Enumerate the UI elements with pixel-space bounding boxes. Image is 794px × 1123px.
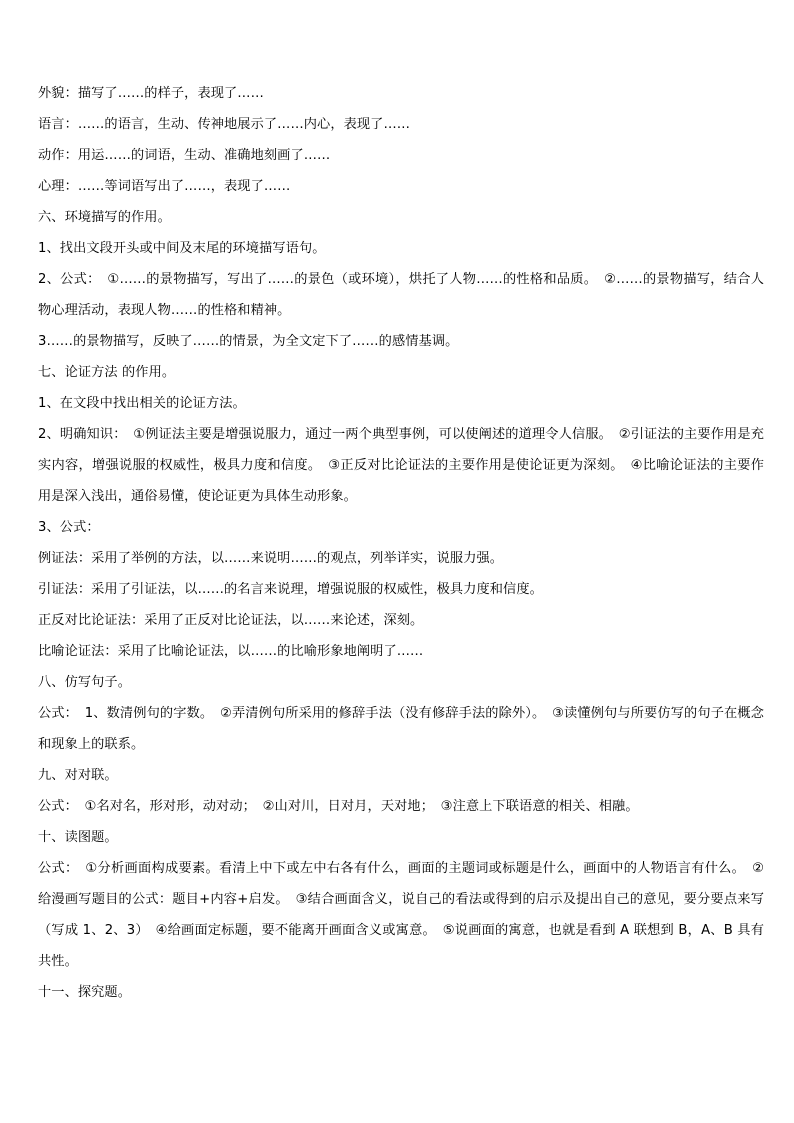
paragraph-10-formula: 公式： ①分析画面构成要素。看清上中下或左中右各有什么，画面的主题词或标题是什么，画面中的人物语言有什么。 ②给漫画写题目的公式：题目+内容+启发。 ③结合画面含义，说自己的看法或得到的启示及提出自己的意见，要分要点来写（写成 1、2、3） ④给画面定标题，要不能离开画面含义或寓意。 ⑤说画面的寓意，也就是看到 A 联想到 B，A、B 具有共性。 bbox=[38, 861, 764, 969]
document-body bbox=[38, 78, 764, 1008]
paragraph-7-1: 1、在文段中找出相关的论证方法。 bbox=[38, 396, 246, 411]
line-psychology: 心理：……等词语写出了……，表现了…… bbox=[38, 179, 291, 194]
section-heading-6: 六、环境描写的作用。 bbox=[38, 210, 171, 225]
paragraph-6-1: 1、找出文段开头或中间及末尾的环境描写语句。 bbox=[38, 241, 326, 256]
line-language: 语言：……的语言，生动、传神地展示了……内心，表现了…… bbox=[38, 117, 411, 132]
section-heading-7: 七、论证方法 的作用。 bbox=[38, 365, 176, 380]
paragraph-6-2: 2、公式： ①……的景物描写，写出了……的景色（或环境），烘托了人物……的性格和品质。 ②……的景物描写，结合人物心理活动，表现人物……的性格和精神。 bbox=[38, 272, 764, 318]
section-heading-10: 十、读图题。 bbox=[38, 830, 118, 845]
line-appearance: 外貌：描写了……的样子，表现了…… bbox=[38, 86, 264, 101]
section-heading-8: 八、仿写句子。 bbox=[38, 675, 132, 690]
line-contrast-method: 正反对比论证法：采用了正反对比论证法，以……来论述，深刻。 bbox=[38, 613, 424, 628]
paragraph-8-formula: 公式： 1、数清例句的字数。 ②弄清例句所采用的修辞手法（没有修辞手法的除外）。 ③读懂例句与所要仿写的句子在概念和现象上的联系。 bbox=[38, 706, 764, 752]
paragraph-7-2: 2、明确知识： ①例证法主要是增强说服力，通过一两个典型事例，可以使阐述的道理令人信服。 ②引证法的主要作用是充实内容，增强说服的权威性，极具力度和信度。 ③正反对比论证法的主要作用是使论证更为深刻。 ④比喻论证法的主要作用是深入浅出，通俗易懂，使论证更为具体生动形象。 bbox=[38, 427, 764, 504]
paragraph-9-formula: 公式： ①名对名，形对形，动对动； ②山对川，日对月，天对地； ③注意上下联语意的相关、相融。 bbox=[38, 799, 639, 814]
line-example-method: 例证法：采用了举例的方法，以……来说明……的观点，列举详实，说服力强。 bbox=[38, 551, 504, 566]
section-heading-11: 十一、探究题。 bbox=[38, 985, 132, 1000]
section-heading-9: 九、对对联。 bbox=[38, 768, 118, 783]
paragraph-6-3: 3……的景物描写，反映了……的情景，为全文定下了……的感情基调。 bbox=[38, 334, 459, 349]
line-metaphor-method: 比喻论证法：采用了比喻论证法，以……的比喻形象地阐明了…… bbox=[38, 644, 424, 659]
line-action: 动作：用运……的词语，生动、准确地刻画了…… bbox=[38, 148, 331, 163]
paragraph-7-3: 3、公式： bbox=[38, 520, 100, 535]
line-quote-method: 引证法：采用了引证法，以……的名言来说理，增强说服的权威性，极具力度和信度。 bbox=[38, 582, 543, 597]
